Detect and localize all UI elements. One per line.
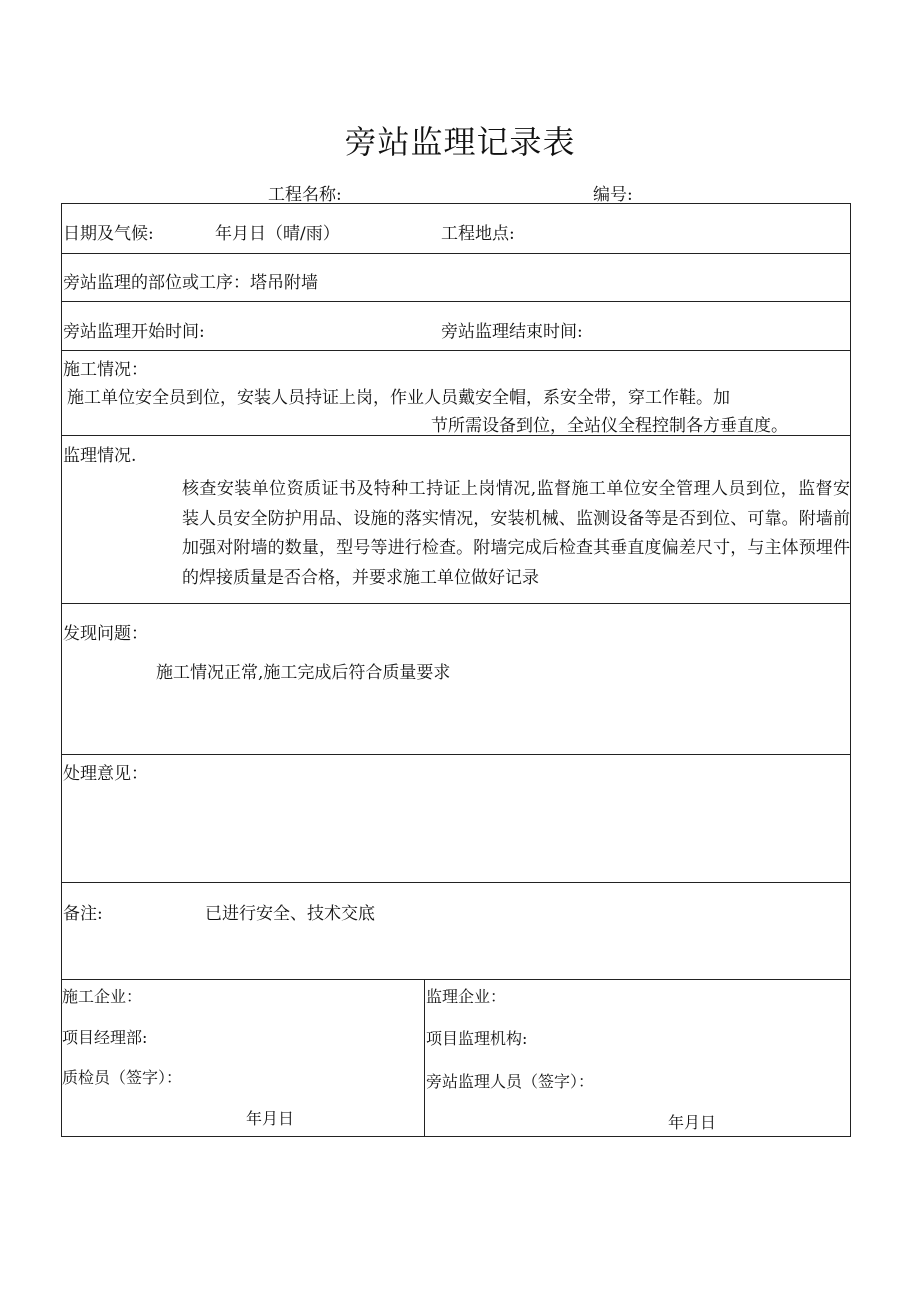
date-weather-label: 日期及气候:	[63, 224, 154, 244]
row-divider	[61, 350, 851, 351]
row-divider	[61, 603, 851, 604]
start-time-label: 旁站监理开始时间:	[63, 322, 205, 342]
row-divider	[61, 754, 851, 755]
supervisor-person-label: 旁站监理人员（签字）：	[426, 1072, 595, 1091]
date-weather-value: 年月日（晴/雨）	[215, 224, 340, 244]
row-divider	[61, 882, 851, 883]
problems-label: 发现问题：	[63, 624, 148, 644]
column-divider	[424, 979, 425, 1137]
supervisor-date: 年月日	[668, 1113, 717, 1132]
contractor-date: 年月日	[246, 1109, 295, 1128]
opinion-label: 处理意见：	[63, 764, 148, 784]
problems-text: 施工情况正常,施工完成后符合质量要求	[156, 663, 451, 683]
row-divider	[61, 979, 851, 980]
contractor-inspector-label: 质检员（签字）：	[62, 1068, 183, 1087]
supervisor-org-label: 项目监理机构:	[426, 1029, 528, 1048]
construction-text-line1: 施工单位安全员到位，安装人员持证上岗，作业人员戴安全帽，系安全带，穿工作鞋。加	[67, 388, 730, 408]
supervision-text: 核查安装单位资质证书及特种工持证上岗情况,监督施工单位安全管理人员到位，监督安装人员安全防护用品、设施的落实情况，安装机械、监测设备等是否到位、可靠。附墙前加强对附墙的数量，型号等进行检查。附墙完成后检查其垂直度偏差尺寸，与主体预埋件的焊接质量是否合格，并要求施工单位做好记录	[182, 479, 850, 588]
supervisor-company-label: 监理企业：	[426, 987, 507, 1006]
contractor-dept-label: 项目经理部:	[62, 1028, 148, 1047]
construction-text-line2: 节所需设备到位，全站仪全程控制各方垂直度。	[431, 416, 788, 436]
end-time-label: 旁站监理结束时间:	[441, 322, 583, 342]
contractor-company-label: 施工企业：	[62, 987, 143, 1006]
remarks-label: 备注:	[63, 904, 103, 924]
row-divider	[61, 253, 851, 254]
number-label: 编号:	[593, 185, 633, 205]
supervision-text-area	[62, 436, 850, 603]
row-divider	[61, 301, 851, 302]
part-process-label: 旁站监理的部位或工序：塔吊附墙	[63, 273, 318, 293]
location-label: 工程地点:	[441, 224, 515, 244]
construction-label: 施工情况：	[63, 360, 148, 380]
remarks-text: 已进行安全、技术交底	[205, 904, 375, 924]
supervision-label: 监理情况.	[63, 446, 137, 466]
project-name-label: 工程名称:	[268, 185, 342, 205]
page-title: 旁站监理记录表	[344, 123, 576, 161]
